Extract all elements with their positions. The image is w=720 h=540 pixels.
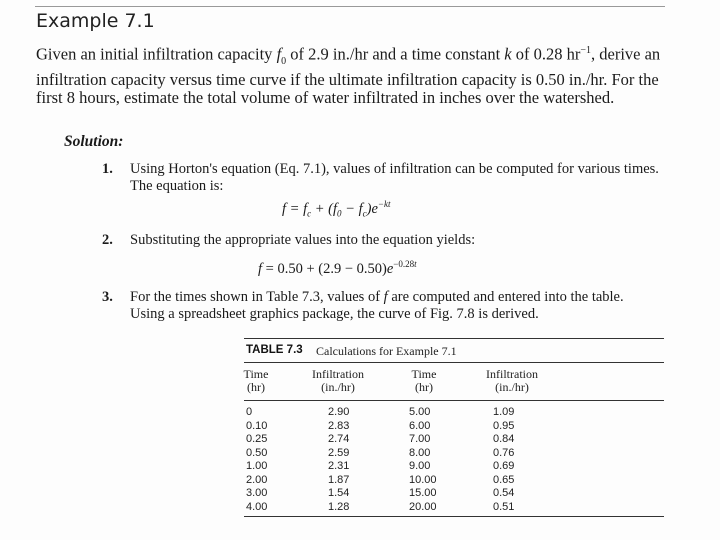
header-unit: (in./hr): [321, 380, 355, 394]
table-cell: 0: [246, 406, 253, 418]
table-cell: 1.09: [493, 406, 515, 418]
table-header-time-2: [396, 368, 452, 394]
table-cell: 5.00: [409, 406, 431, 418]
table-cell: 2.00: [246, 473, 268, 486]
table-header-rule: [244, 400, 664, 401]
table-cell: 2.90: [328, 406, 350, 418]
table-cell: 15.00: [409, 487, 437, 499]
substituted-equation: $f = 0.50 + (2.9 - 0.50)e^{-0.28t}$: [258, 259, 417, 277]
table-cell: 0.69: [493, 460, 515, 472]
bleed-through-text: [262, 115, 265, 130]
header-unit: (hr): [247, 380, 265, 394]
table-cell: 0.65: [493, 473, 515, 486]
table-cell: 20.00: [409, 500, 437, 513]
table-cell: 1.28: [328, 500, 350, 513]
table-cell: 2.31: [328, 460, 350, 472]
header-line: Time: [411, 367, 437, 381]
table-cell: 0.10: [246, 419, 268, 432]
top-rule: [35, 6, 665, 7]
table-cell: 4.00: [246, 500, 268, 513]
table-label: TABLE 7.3: [246, 344, 303, 356]
solution-label: Solution:: [64, 133, 124, 150]
problem-statement: Given an initial infiltration capacity $f_0$ of 2.9 in./hr and a time constant k of 0.28 $hr^{-1}$, derive an infiltration capacity versus time curve if the ultimate infiltration capacity is 0.50 in./hr. For the first 8 hours, estimate the total volume of water infiltrated in inches over the watershed.: [36, 44, 661, 107]
header-unit: (hr): [415, 380, 433, 394]
step-text: Using Horton's equation (Eq. 7.1), values of infiltration can be computed for various times. The equation is:: [130, 161, 659, 194]
table-cell: 2.74: [328, 433, 350, 445]
header-unit: (in./hr): [495, 380, 529, 394]
table-cell: 0.51: [493, 500, 515, 513]
table-cell: 6.00: [409, 419, 431, 432]
table-header-infiltration-1: [298, 368, 378, 394]
table-header-infiltration-2: [472, 368, 552, 394]
step-text: For the times shown in Table 7.3, values of f are computed and entered into the table. Using a spreadsheet graphics package, the curve of Fig. 7.8 is derived.: [130, 289, 624, 322]
horton-equation: $f = f_c + (f_0 - f_c)e^{-kt}$: [282, 199, 391, 219]
table-bottom-rule: [244, 516, 664, 517]
table-cell: 0.54: [493, 487, 515, 499]
table-caption-rule: [244, 362, 664, 363]
step-number: 2.: [102, 232, 113, 248]
table-cell: 7.00: [409, 433, 431, 445]
table-cell: 3.00: [246, 487, 268, 499]
table-cell: 0.84: [493, 433, 515, 445]
table-cell: 2.59: [328, 446, 350, 459]
table-caption: Calculations for Example 7.1: [316, 344, 457, 358]
table-cell: 1.00: [246, 460, 268, 472]
table-cell: 9.00: [409, 460, 431, 472]
step-text: Substituting the appropriate values into the equation yields:: [130, 232, 476, 248]
table-cell: 8.00: [409, 446, 431, 459]
step-number: 3.: [102, 289, 113, 305]
table-cell: 10.00: [409, 473, 437, 486]
table-header-time-1: [236, 368, 276, 394]
table-cell: 1.87: [328, 473, 350, 486]
header-line: Infiltration: [486, 367, 538, 381]
table-top-rule: [244, 338, 664, 339]
table-cell: 2.83: [328, 419, 350, 432]
table-cell: 0.50: [246, 446, 268, 459]
step-number: 1.: [102, 161, 113, 177]
table-cell: 0.95: [493, 419, 515, 432]
table-cell: 0.25: [246, 433, 268, 445]
example-title: Example 7.1: [36, 10, 155, 32]
table-cell: 0.76: [493, 446, 515, 459]
table-cell: 1.54: [328, 487, 350, 499]
header-line: Infiltration: [312, 367, 364, 381]
header-line: Time: [243, 367, 269, 381]
